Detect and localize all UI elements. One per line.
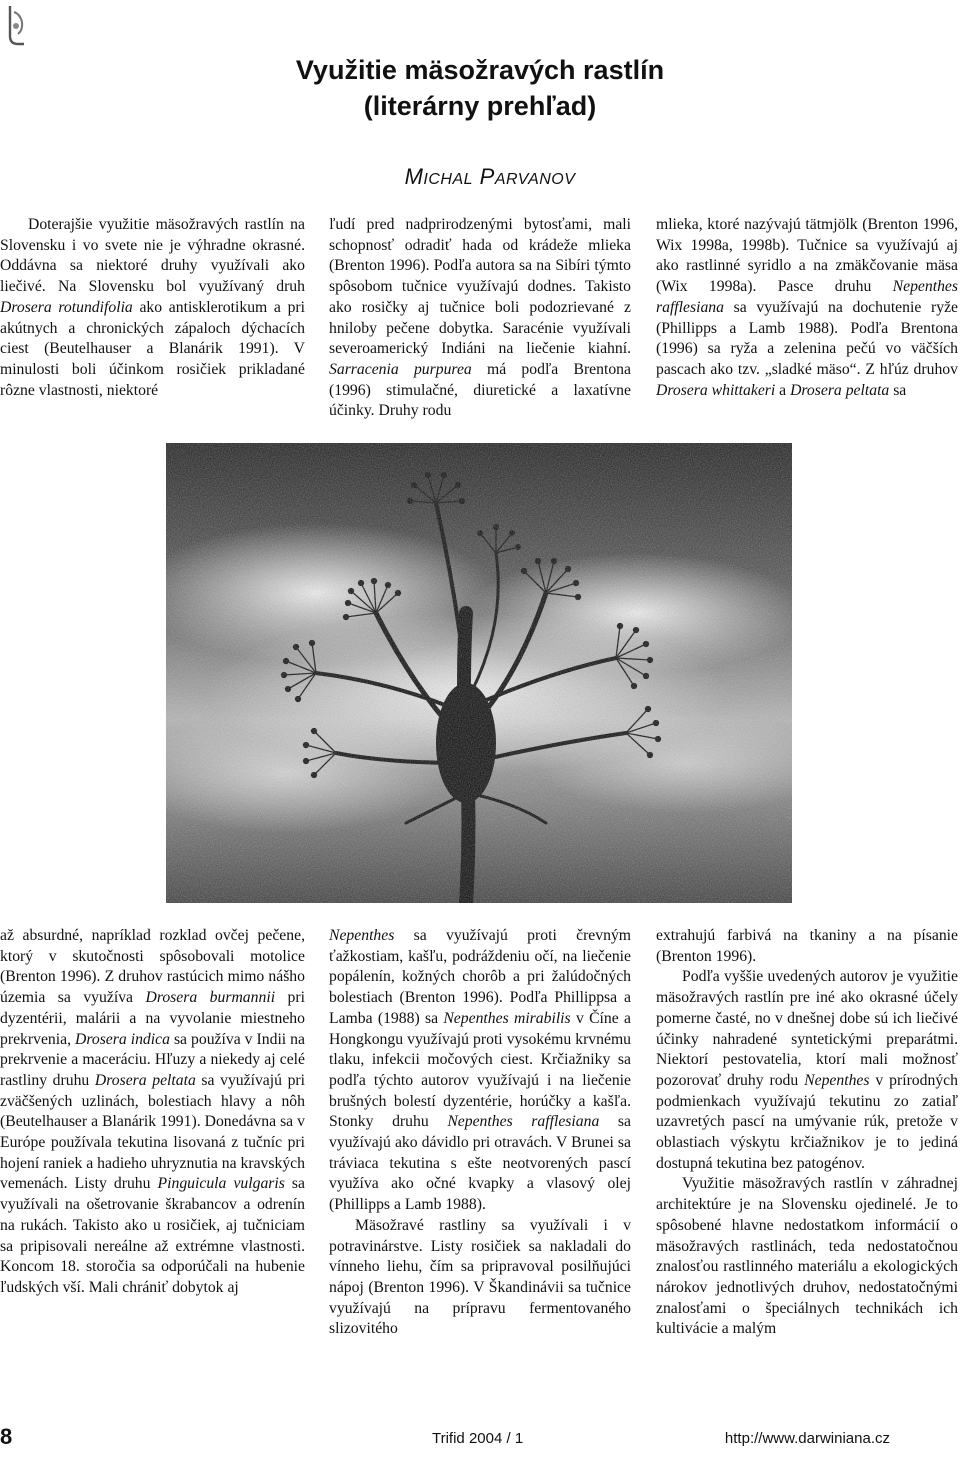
text-run: sa využívajú pri zväčšených uzlinách, bolestiach hlavy a nôh (Beutelhauser a Blanárik 1991). Donedávna sa v Európe používala tekutina lisovaná z tučníc pri hojení raniek a hadieho uhryznutia na kravských vemenách. Listy druhu bbox=[0, 1071, 306, 1193]
paragraph bbox=[656, 215, 958, 401]
text-column-5 bbox=[329, 926, 631, 1340]
website-link[interactable]: http://www.darwiniana.cz bbox=[724, 1430, 890, 1447]
text-run: Využitie mäsožravých rastlín v záhradnej architektúre je na Slovensku ojedinelé. Je to spôsobené hlavne nedostatkom informácií o mäsožravých rastlinách, teda nedostatočnou znalosťou rastlinného materiálu a ekologických nárokov jednotlivých druhov, nedostatočnými znalosťami o špeciálnych technikách ich kultivácie a malým bbox=[656, 1175, 958, 1338]
text-run: až absurdné, napríklad rozklad ovčej pečene, ktorý v skutočnosti spôsobovali motolice (Brenton 1996). Z druhov rastúcich mimo nášho územia sa využíva bbox=[0, 927, 305, 1007]
author-first-initial: M bbox=[404, 164, 424, 189]
text-run: ako antisklerotikum a pri akútnych a chronických zápaloch dýchacích ciest (Beutelhauser a Blanárik 1991). V minulosti boli účinkom rosičiek prikladané rôzne vlastnosti, niektoré bbox=[0, 298, 306, 399]
species-name: Nepenthes bbox=[329, 927, 395, 944]
text-run: sa používa v Indii na prekrvenie a maceráciu. Hľuzy a niekedy aj celé rastliny druhu bbox=[0, 1030, 305, 1089]
author-name bbox=[300, 164, 680, 190]
text-run: sa využívajú na dochutenie ryže (Phillipps a Lamb 1988). Podľa Brentona (1996) sa ryža a zelenina pečú vo väčších pascach ako tzv. „sladké mäso“. Z hľúz druhov bbox=[656, 298, 958, 378]
text-run: v prírodných podmienkach využívajú tekutinu zo zatiaľ uzavretých pascí na umývanie rúk, pretože v oblastiach výskytu krčiažnikov je to jediná dostupná tekutina bez patogénov. bbox=[656, 1071, 958, 1172]
journal-issue: Trifid 2004 / 1 bbox=[432, 1430, 524, 1447]
author-last-initial: P bbox=[479, 164, 495, 189]
text-run: pri dyzentérii, malárii a na vyvolanie miestneho prekrvenia, bbox=[0, 989, 305, 1048]
author-first-rest: ICHAL bbox=[423, 171, 474, 188]
text-column-1 bbox=[0, 215, 305, 401]
text-run: sa využívajú ako dávidlo pri otravách. V Brunei sa tráviaca tekutina s ešte neotvorených pascí využíva ako očné kvapky a vlasový olej (Phillipps a Lamb 1988). bbox=[329, 1113, 631, 1214]
text-run: v Číne a Hongkongu využívajú proti vysokému krvnému tlaku, infekcii močových ciest. Krčiažniky sa podľa týchto autorov využívajú i na liečenie brušných bolestí dyzentérie, horúčky a kašľa. Stonky druhu bbox=[329, 1009, 631, 1131]
paragraph bbox=[656, 1174, 958, 1340]
article-title bbox=[180, 52, 780, 124]
trifid-logo bbox=[4, 4, 28, 46]
text-run: má podľa Brentona (1996) stimulačné, diuretické a laxatívne účinky. Druhy rodu bbox=[329, 360, 631, 420]
species-name: Drosera peltata bbox=[94, 1071, 196, 1089]
text-column-6 bbox=[656, 926, 958, 1340]
species-name: Nepenthes rafflesiana bbox=[656, 278, 958, 316]
species-name: Drosera rotundifolia bbox=[0, 298, 133, 316]
text-column-3 bbox=[656, 215, 958, 401]
species-name: Nepenthes mirabilis bbox=[443, 1009, 571, 1027]
text-run: sa využívajú proti črevným ťažkostiam, kašľu, podráždeniu očí, na liečenie popálenín, kožných chorôb a pri žalúdočných bolestiach (Brenton 1996). Podľa Phillippsa a Lamba (1988) sa bbox=[329, 927, 631, 1027]
species-name: Drosera burmannii bbox=[145, 989, 276, 1007]
paragraph bbox=[0, 926, 305, 1299]
text-run: mlieka, ktoré nazývajú tätmjölk (Brenton 1996, Wix 1998a, 1998b). Tučnice sa využívajú aj ako rastlinné syridlo a na zmäkčovanie mäsa (Wix 1998a). Pasce druhu bbox=[656, 216, 958, 296]
title-line-2: (literárny prehľad) bbox=[363, 91, 597, 121]
paragraph bbox=[0, 215, 305, 401]
species-name: Sarracenia purpurea bbox=[329, 360, 472, 378]
species-name: Drosera whittakeri bbox=[656, 381, 776, 399]
text-column-2 bbox=[329, 215, 631, 422]
title-line-1: Využitie mäsožravých rastlín bbox=[295, 55, 665, 85]
text-run: ľudí pred nadprirodzenými bytosťami, mali schopnosť odradiť hada od krádeže mlieka (Brenton 1996). Podľa autora sa na Sibíri týmto spôsobom tučnice využívajú dodnes. Takisto ako rosičky aj tučnice boli podozrievané z hniloby pečene dobytka. Saracénie využívali severoamerický Indiáni na liečenie kiahní. bbox=[329, 216, 631, 358]
species-name: Drosera peltata bbox=[790, 381, 890, 399]
text-run: a bbox=[775, 381, 791, 399]
paragraph bbox=[656, 926, 958, 967]
sundew-photo bbox=[166, 443, 792, 903]
text-run: Podľa vyššie uvedených autorov je využitie mäsožravých rastlín pre iné ako okrasné účely pomerne časté, no v dnešnej dobe sú ich liečivé účinky nahradené syntetickými preparátmi. Niektorí pestovatelia, ktorí mali možnosť pozorovať druhy rodu bbox=[656, 968, 958, 1089]
species-name: Nepenthes rafflesiana bbox=[447, 1113, 600, 1131]
text-run: Doterajšie využitie mäsožravých rastlín na Slovensku i vo svete nie je výhradne okrasné. Oddávna sa niektoré druhy využívali ako liečivé. Na Slovensku bol využívaný druh bbox=[0, 216, 305, 296]
paragraph bbox=[329, 215, 631, 422]
text-column-4 bbox=[0, 926, 305, 1299]
text-run: sa bbox=[889, 381, 907, 399]
paragraph bbox=[329, 1216, 631, 1340]
text-run: extrahujú farbivá na tkaniny a na písanie (Brenton 1996). bbox=[656, 927, 958, 965]
species-name: Pinguicula vulgaris bbox=[157, 1175, 285, 1193]
author-last-rest: ARVANOV bbox=[494, 171, 576, 188]
species-name: Drosera indica bbox=[75, 1030, 170, 1048]
paragraph bbox=[329, 926, 631, 1216]
text-run: Mäsožravé rastliny sa využívali i v potravinárstve. Listy rosičiek sa nakladali do vínneho liehu, čím sa pripravoval posilňujúci nápoj (Brenton 1996). V Škandinávii sa tučnice využívajú na prípravu fermentovaného slizovitého bbox=[329, 1216, 631, 1338]
species-name: Nepenthes bbox=[804, 1071, 870, 1089]
text-run: sa využívali na ošetrovanie škrabancov a odrenín na rukách. Takisto ako u rosičiek, aj tučniciam sa pripisovali nereálne až extrémne vlastnosti. Koncom 18. storočia sa odporúčali na hubenie ľudských vší. Mali chrániť dobytok aj bbox=[0, 1175, 306, 1296]
page-number: 8 bbox=[0, 1424, 13, 1449]
paragraph bbox=[656, 967, 958, 1174]
page-footer bbox=[0, 1426, 960, 1452]
